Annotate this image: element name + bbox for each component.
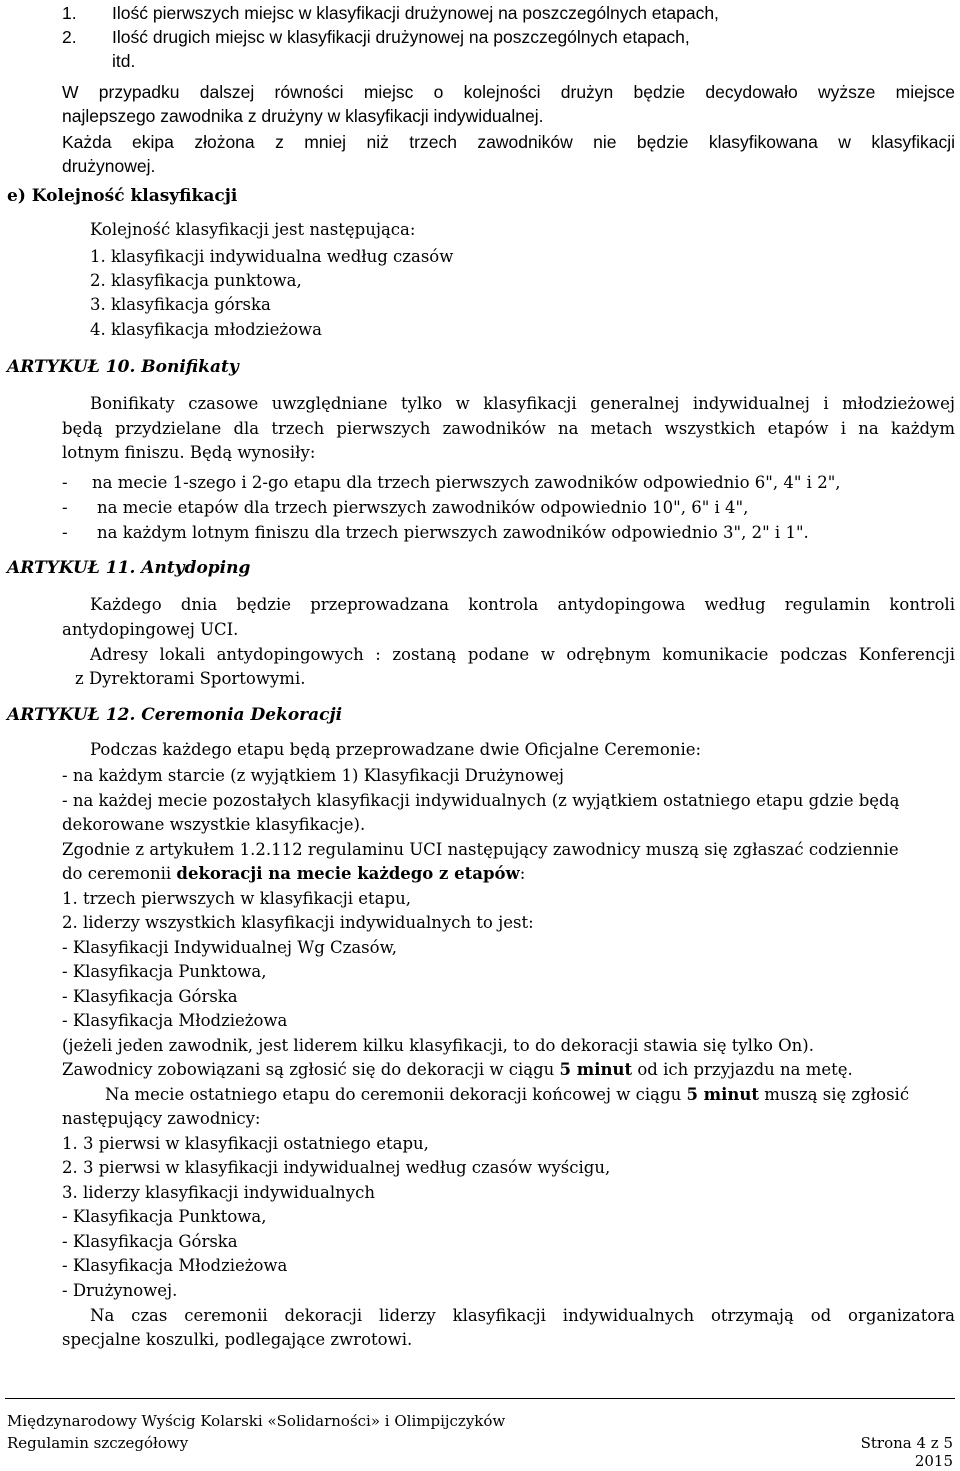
- footer-year: 2015: [914, 1452, 953, 1470]
- paragraph-line: - Klasyfikacja Górska: [62, 1232, 238, 1251]
- bullet-item: [62, 472, 841, 494]
- paragraph-line: następujący zawodnicy:: [62, 1109, 261, 1128]
- bullet-text: na mecie etapów dla trzech pierwszych zawodników odpowiednio 10", 6" i 4",: [97, 498, 749, 517]
- list-item: 4. klasyfikacja młodzieżowa: [90, 320, 322, 339]
- bold-text: 5 minut: [686, 1085, 760, 1104]
- article-heading: ARTYKUŁ 11. Antydoping: [7, 558, 251, 578]
- text-run: Zawodnicy zobowiązani są zgłosić się do dekoracji w ciągu: [62, 1060, 560, 1079]
- paragraph-line: 2. 3 pierwsi w klasyfikacji indywidualnej według czasów wyścigu,: [62, 1158, 611, 1177]
- paragraph-line: 1. 3 pierwsi w klasyfikacji ostatniego etapu,: [62, 1134, 429, 1153]
- bullet-dash: -: [62, 523, 68, 542]
- bullet-dash: -: [62, 498, 68, 517]
- list-number: 1.: [62, 3, 77, 23]
- bullet-dash: -: [62, 473, 68, 492]
- list-item: [62, 26, 690, 48]
- paragraph-line: z Dyrektorami Sportowymi.: [75, 669, 306, 688]
- paragraph-line: - Klasyfikacja Górska: [62, 987, 238, 1006]
- paragraph-line: - Klasyfikacja Młodzieżowa: [62, 1256, 288, 1275]
- paragraph-line: będą przydzielane dla trzech pierwszych zawodników na metach wszystkich etapów i na każdym: [62, 419, 955, 438]
- paragraph-line: 2. liderzy wszystkich klasyfikacji indywidualnych to jest:: [62, 913, 534, 932]
- list-text: Ilość drugich miejsc w klasyfikacji drużynowej na poszczególnych etapach,: [112, 27, 690, 47]
- paragraph-line: - na każdym starcie (z wyjątkiem 1) Klasyfikacji Drużynowej: [62, 766, 564, 785]
- paragraph-line: Na czas ceremonii dekoracji liderzy klasyfikacji indywidualnych otrzymają od organizatora: [90, 1306, 955, 1325]
- bullet-item: [62, 522, 809, 544]
- paragraph-line: - Klasyfikacji Indywidualnej Wg Czasów,: [62, 938, 397, 957]
- list-item: 3. klasyfikacja górska: [90, 295, 271, 314]
- text-run: do ceremonii: [62, 864, 177, 883]
- footer-title: Międzynarodowy Wyścig Kolarski «Solidarności» i Olimpijczyków: [7, 1412, 506, 1430]
- paragraph-line: Podczas każdego etapu będą przeprowadzane dwie Oficjalne Ceremonie:: [90, 740, 702, 759]
- paragraph-line: Każdego dnia będzie przeprowadzana kontrola antydopingowa według regulamin kontroli: [90, 595, 955, 614]
- bullet-text: na mecie 1-szego i 2-go etapu dla trzech pierwszych zawodników odpowiednio 6", 4" i 2",: [92, 473, 841, 492]
- paragraph-line: - Klasyfikacja Punktowa,: [62, 962, 267, 981]
- section-heading: e) Kolejność klasyfikacji: [7, 186, 238, 206]
- paragraph-line: [105, 1084, 909, 1106]
- section-intro: Kolejność klasyfikacji jest następująca:: [90, 220, 416, 239]
- min-riders-text: drużynowej.: [62, 156, 156, 176]
- page-number: Strona 4 z 5: [860, 1434, 953, 1452]
- paragraph-line: - Klasyfikacja Młodzieżowa: [62, 1011, 288, 1030]
- tie-rule-text: W przypadku dalszej równości miejsc o kolejności drużyn będzie decydowało wyższe miejsce: [62, 82, 955, 102]
- bullet-item: [62, 497, 748, 519]
- paragraph-line: Bonifikaty czasowe uwzględniane tylko w klasyfikacji generalnej indywidualnej i młodzieżowej: [90, 394, 955, 413]
- text-run: :: [519, 864, 526, 883]
- footer-subtitle: Regulamin szczegółowy: [7, 1434, 189, 1452]
- paragraph-line: Adresy lokali antydopingowych : zostaną podane w odrębnym komunikacie podczas Konferencji: [90, 645, 955, 664]
- paragraph-line: - Klasyfikacja Punktowa,: [62, 1207, 267, 1226]
- bold-text: 5 minut: [559, 1060, 633, 1079]
- paragraph-line: dekorowane wszystkie klasyfikacje).: [62, 815, 366, 834]
- article-heading: ARTYKUŁ 12. Ceremonia Dekoracji: [7, 705, 343, 725]
- footer-divider: [5, 1398, 955, 1399]
- paragraph-line: [62, 1059, 853, 1081]
- article-heading: ARTYKUŁ 10. Bonifikaty: [7, 357, 239, 377]
- text-run: muszą się zgłosić: [759, 1085, 910, 1104]
- text-run: Na mecie ostatniego etapu do ceremonii dekoracji końcowej w ciągu: [105, 1085, 687, 1104]
- paragraph-line: 1. trzech pierwszych w klasyfikacji etapu,: [62, 889, 411, 908]
- bullet-text: na każdym lotnym finiszu dla trzech pierwszych zawodników odpowiednio 3", 2" i 1".: [97, 523, 809, 542]
- paragraph-line: - Drużynowej.: [62, 1281, 178, 1300]
- paragraph-line: [62, 863, 525, 885]
- min-riders-text: Każda ekipa złożona z mniej niż trzech zawodników nie będzie klasyfikowana w klasyfikacji: [62, 132, 955, 152]
- list-item: 2. klasyfikacja punktowa,: [90, 271, 302, 290]
- paragraph-line: Zgodnie z artykułem 1.2.112 regulaminu UCI następujący zawodnicy muszą się zgłaszać codziennie: [62, 840, 899, 859]
- paragraph-line: 3. liderzy klasyfikacji indywidualnych: [62, 1183, 375, 1202]
- list-item: 1. klasyfikacji indywidualna według czasów: [90, 247, 454, 266]
- bold-text: dekoracji na mecie każdego z etapów: [176, 864, 520, 883]
- list-continuation: itd.: [112, 51, 136, 71]
- paragraph-line: (jeżeli jeden zawodnik, jest liderem kilku klasyfikacji, to do dekoracji stawia się tylko On).: [62, 1036, 814, 1055]
- tie-rule-text: najlepszego zawodnika z drużyny w klasyfikacji indywidualnej.: [62, 106, 544, 126]
- text-run: od ich przyjazdu na metę.: [632, 1060, 853, 1079]
- paragraph-line: - na każdej mecie pozostałych klasyfikacji indywidualnych (z wyjątkiem ostatniego etapu gdzie będą: [62, 791, 900, 810]
- list-number: 2.: [62, 27, 77, 47]
- list-text: Ilość pierwszych miejsc w klasyfikacji drużynowej na poszczególnych etapach,: [112, 3, 719, 23]
- list-item: [62, 2, 719, 24]
- paragraph-line: antydopingowej UCI.: [62, 620, 239, 639]
- paragraph-line: lotnym finiszu. Będą wynosiły:: [62, 443, 316, 462]
- paragraph-line: specjalne koszulki, podlegające zwrotowi.: [62, 1330, 413, 1349]
